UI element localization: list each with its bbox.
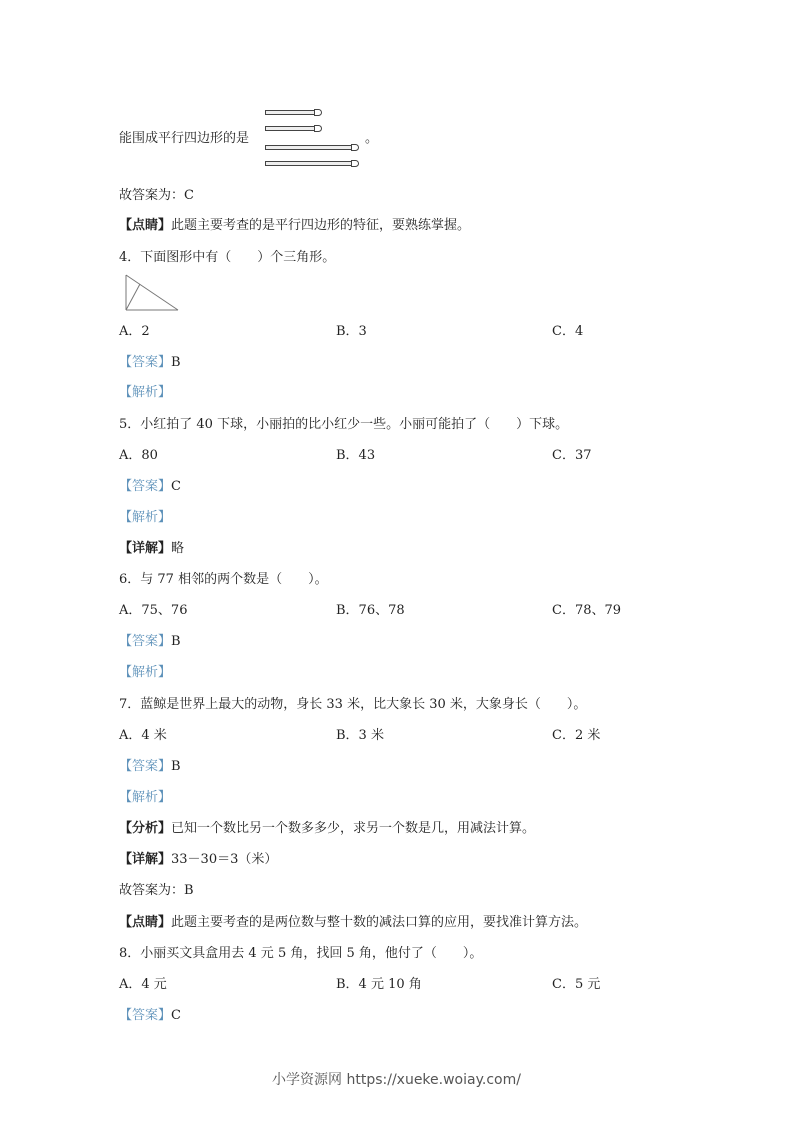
stick-short-2 [265,126,316,131]
q7-analysis-tag: 【解析】 [119,790,172,805]
q5-detail [119,541,184,557]
q7-stem: 7．蓝鲸是世界上最大的动物，身长 33 米，比大象长 30 米，大象身长（ ）。 [119,697,587,712]
q7-option-c: C．2 米 [552,728,601,743]
answer-value: C [171,479,181,494]
detail-tag: 【详解】 [119,541,172,556]
q3-suffix: 。 [365,131,379,146]
stick-long-2 [265,161,353,166]
q6-option-b: B．76、78 [336,603,405,618]
q6-option-c: C．78、79 [552,603,622,618]
dianjing-tag: 【点睛】 [119,915,172,930]
q4-analysis-tag: 【解析】 [119,385,172,400]
fenxi-tag: 【分析】 [119,821,172,836]
answer-value: B [171,355,181,370]
stick-short-1 [265,110,316,115]
q5-option-c: C．37 [552,448,592,463]
q4-stem: 4．下面图形中有（ ）个三角形。 [119,250,336,265]
answer-tag: 【答案】 [119,759,172,774]
q4-option-c: C．4 [552,324,584,339]
q3-dianjing [119,218,470,234]
q7-dianjing [119,915,587,931]
dianjing-tag: 【点睛】 [119,218,172,233]
q3-answer-line: 故答案为：C [119,188,194,203]
q5-answer [119,479,181,495]
q4-option-b: B．3 [336,324,367,339]
sticks-figure [265,108,365,168]
q4-answer [119,355,181,371]
q8-stem: 8．小丽买文具盒用去 4 元 5 角，找回 5 角，他付了（ ）。 [119,946,483,961]
answer-tag: 【答案】 [119,1008,172,1023]
q7-answer [119,759,181,775]
answer-tag: 【答案】 [119,634,172,649]
detail-text: 略 [171,541,185,556]
dianjing-text: 此题主要考查的是两位数与整十数的减法口算的应用，要找准计算方法。 [171,915,588,930]
q4-option-a: A．2 [119,324,150,339]
stick-long-1 [265,145,353,150]
q8-option-a: A．4 元 [119,977,167,992]
q8-option-c: C．5 元 [552,977,601,992]
q5-option-a: A．80 [119,448,158,463]
answer-tag: 【答案】 [119,355,172,370]
q7-answer-line: 故答案为：B [119,883,194,898]
answer-tag: 【答案】 [119,479,172,494]
answer-value: C [171,1008,181,1023]
q5-analysis-tag: 【解析】 [119,510,172,525]
q5-option-b: B．43 [336,448,376,463]
answer-value: B [171,634,181,649]
dianjing-text: 此题主要考查的是平行四边形的特征，要熟练掌握。 [171,218,471,233]
q8-answer [119,1008,181,1024]
q5-stem: 5．小红拍了 40 下球，小丽拍的比小红少一些。小丽可能拍了（ ）下球。 [119,417,569,432]
triangle-figure [124,273,180,313]
answer-value: B [171,759,181,774]
q3-conclusion [119,131,249,147]
detail-tag: 【详解】 [119,852,172,867]
q6-analysis-tag: 【解析】 [119,665,172,680]
q6-stem: 6．与 77 相邻的两个数是（ ）。 [119,572,328,587]
fenxi-text: 已知一个数比另一个数多多少，求另一个数是几，用减法计算。 [171,821,536,836]
q7-option-a: A．4 米 [119,728,167,743]
q7-detail [119,852,277,868]
q7-fenxi [119,821,535,837]
detail-text: 33－30＝3（米） [171,852,278,867]
q6-option-a: A．75、76 [119,603,188,618]
footer-watermark: 小学资源网 https://xueke.woiay.com/ [272,1072,521,1088]
q8-option-b: B．4 元 10 角 [336,977,422,992]
q7-option-b: B．3 米 [336,728,384,743]
q3-prefix: 能围成平行四边形的是 [119,131,250,146]
q6-answer [119,634,181,650]
